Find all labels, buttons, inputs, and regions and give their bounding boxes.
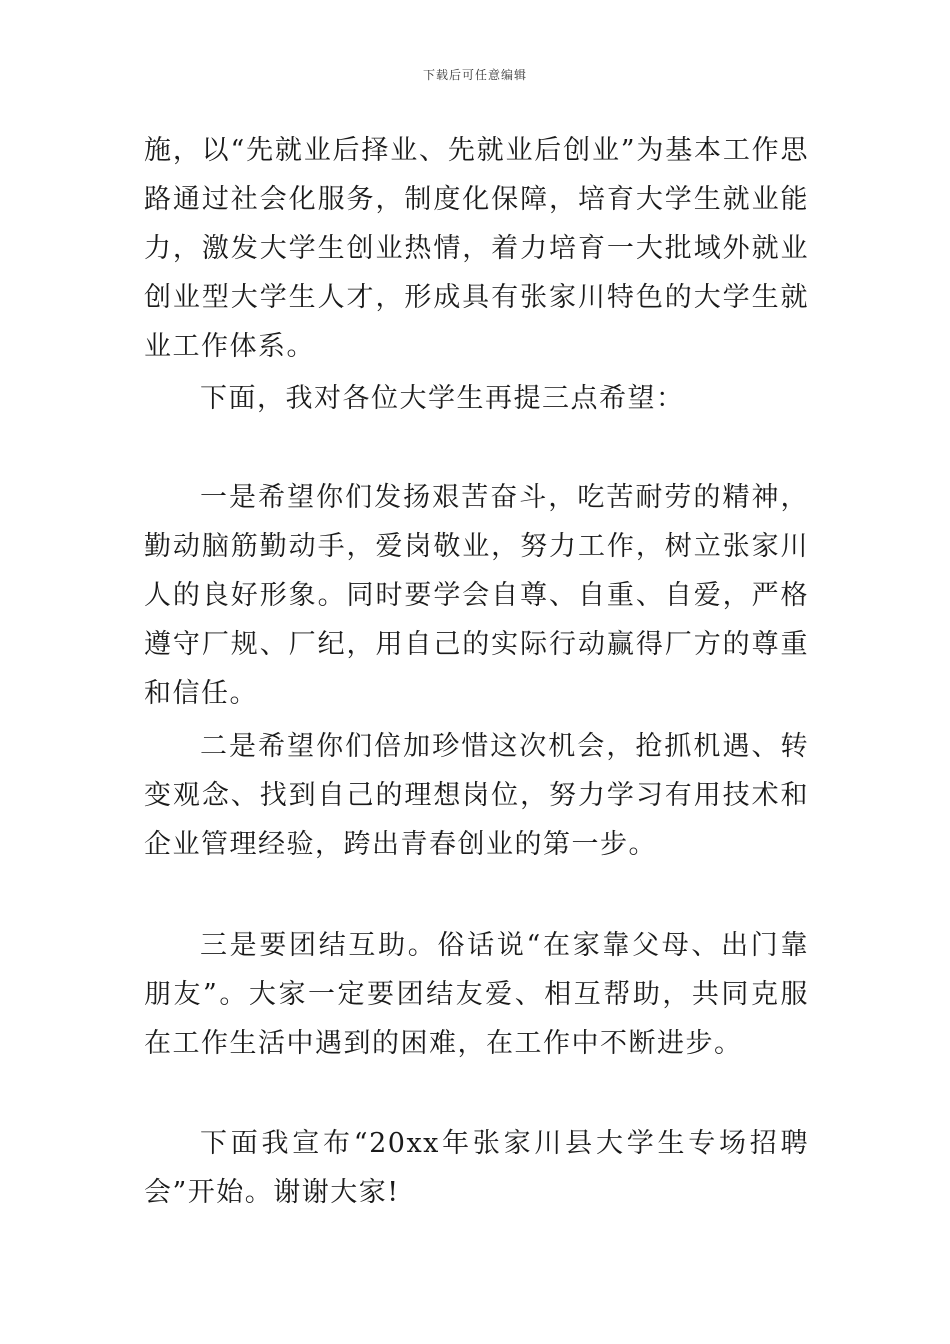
paragraph-hope-one: 一是希望你们发扬艰苦奋斗，吃苦耐劳的精神，勤动脑筋勤动手，爱岗敬业，努力工作，树立张家川人的良好形象。同时要学会自尊、自重、自爱，严格遵守厂规、厂纪，用自己的实际行动赢得厂方的尊重和信任。 [144,482,809,709]
header-note: 下载后可任意编辑 [422,68,527,82]
paragraph-hope-two: 二是希望你们倍加珍惜这次机会，抢抓机遇、转变观念、找到自己的理想岗位，努力学习有用技术和企业管理经验，跨出青春创业的第一步。 [144,731,809,860]
paragraph-announcement: 下面我宣布“20xx年张家川县大学生专场招聘会”开始。谢谢大家! [144,1128,809,1208]
paragraph-continuation: 施，以“先就业后择业、先就业后创业”为基本工作思路通过社会化服务，制度化保障，培育大学生就业能力，激发大学生创业热情，着力培育一大批域外就业创业型大学生人才，形成具有张家川特色的大学生就业工作体系。 [144,135,809,362]
paragraph-hope-three: 三是要团结互助。俗话说“在家靠父母、出门靠朋友”。大家一定要团结友爱、相互帮助，共同克服在工作生活中遇到的困难，在工作中不断进步。 [144,930,809,1059]
paragraph-intro-hopes: 下面，我对各位大学生再提三点希望： [200,383,685,414]
